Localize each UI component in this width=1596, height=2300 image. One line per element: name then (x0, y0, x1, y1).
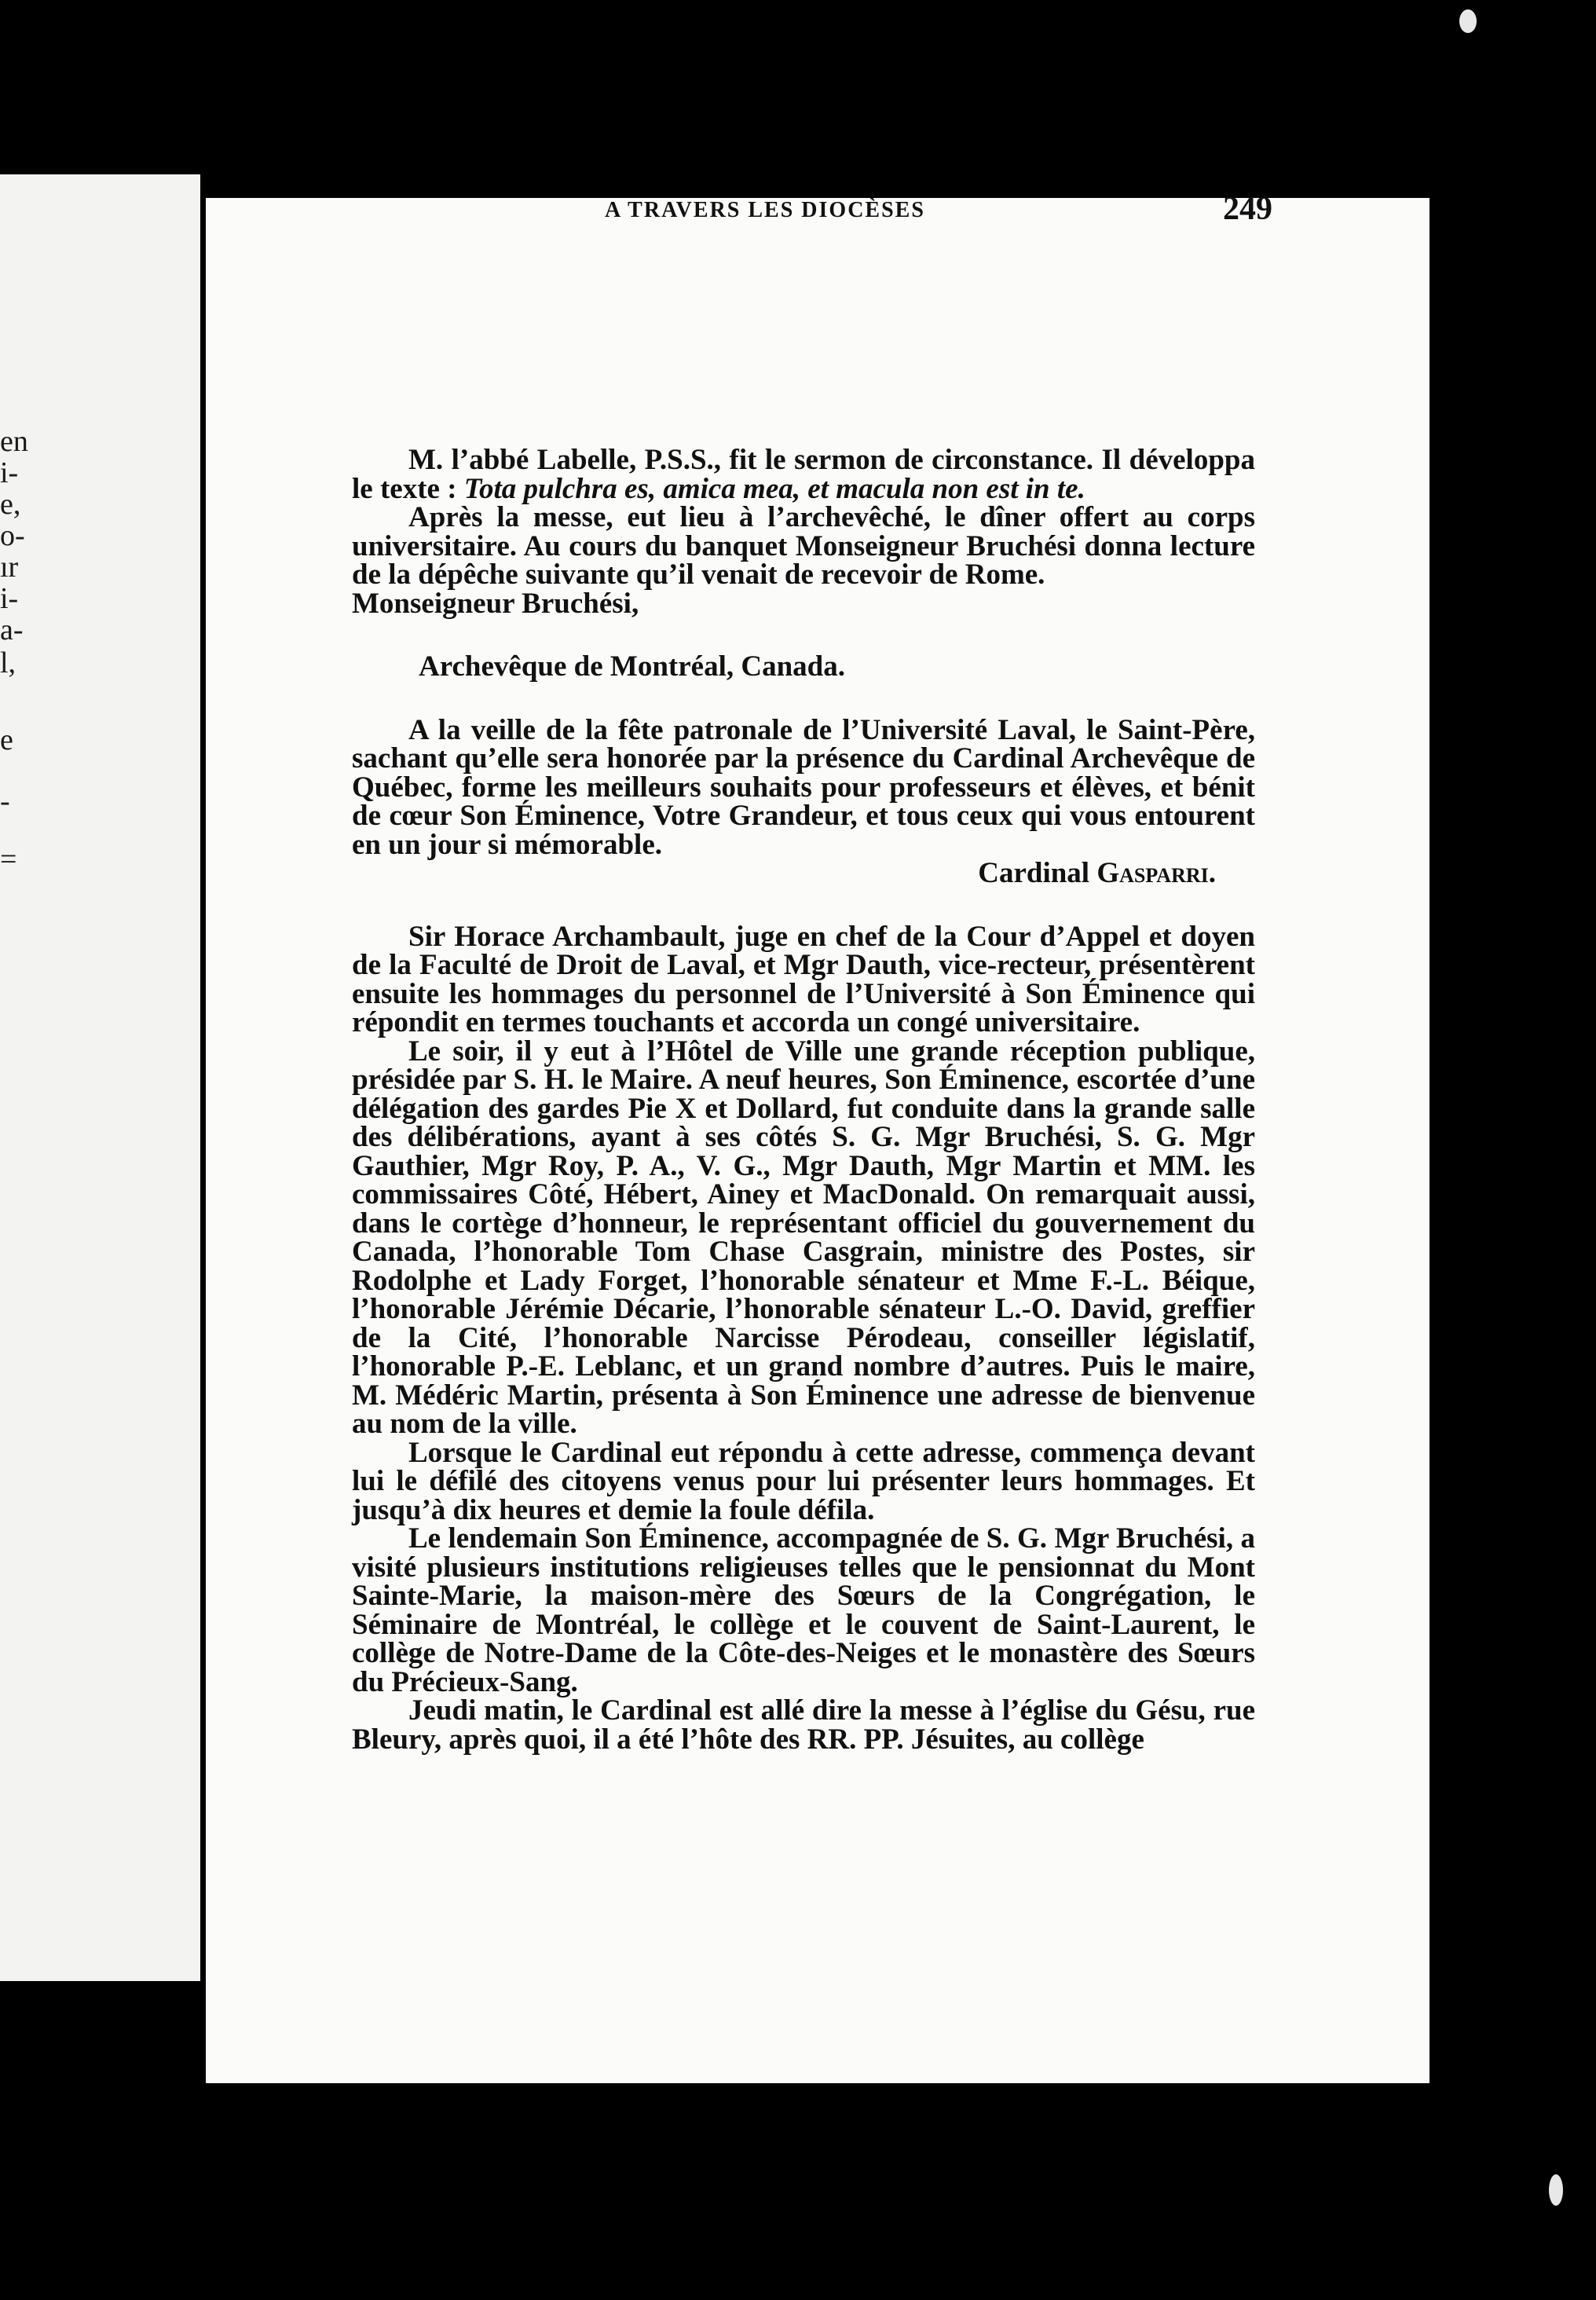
telegram-text: A la veille de la fête patronale de l’Université Laval, le Saint-Père, sachant qu’elle sera honorée par la présence du Cardinal Archevêque de Québec, forme les meilleurs souhaits pour professeurs et élèves, et bénit de cœur Son Éminence, Votre Grandeur, et tous ceux qui vous entourent en un jour si mémorable. (352, 713, 1255, 861)
telegram-signature (352, 859, 1255, 888)
paragraph: Lorsque le Cardinal eut répondu à cette adresse, commença devant lui le défilé des citoyens venus pour lui présenter leurs hommages. Et jusqu’à dix heures et demie la foule défila. (352, 1436, 1255, 1526)
paragraph (352, 446, 1255, 504)
margin-fragment: o- (0, 519, 25, 552)
paragraph: Le soir, il y eut à l’Hôtel de Ville une grande réception publique, présidée par S. H. le Maire. A neuf heures, Son Éminence, escortée d’une délégation des gardes Pie X et Dollard, fut conduite dans la grande salle des délibérations, ayant à ses côtés S. G. Mgr Bruchési, S. G. Mgr Gauthier, Mgr Roy, P. A., V. G., Mgr Dauth, Mgr Martin et MM. les commissaires Côté, Hébert, Ainey et MacDonald. On remarquait aussi, dans le cortège d’honneur, le représentant officiel du gouvernement du Canada, l’honorable Tom Chase Casgrain, ministre des Postes, sir Rodolphe et Lady Forget, l’honorable sénateur et Mme F.-L. Béique, l’honorable Jérémie Décarie, l’honorable sénateur L.-O. David, greffier de la Cité, l’honorable Narcisse Pérodeau, conseiller législatif, l’honorable P.-E. Leblanc, et un grand nombre d’autres. Puis le maire, M. Médéric Martin, présenta à Son Éminence une adresse de bienvenue au nom de la ville. (352, 1035, 1255, 1440)
running-head: A TRAVERS LES DIOCÈSES (605, 198, 925, 222)
paragraph-text: M. l’abbé Labelle, P.S.S., fit le sermon de circonstance. Il développa le texte : (352, 444, 1255, 505)
signature-title: Cardinal (978, 857, 1097, 889)
margin-fragment: l, (0, 646, 16, 679)
body-text (352, 446, 1255, 1754)
page-number: 249 (1223, 191, 1272, 227)
latin-quote: Tota pulchra es, amica mea, et macula non est in te. (463, 472, 1085, 505)
margin-fragment: - (0, 785, 10, 818)
margin-fragment: a- (0, 613, 24, 646)
scan-artifact (1549, 2174, 1563, 2206)
paragraph: Le lendemain Son Éminence, accompagnée de S. G. Mgr Bruchési, a visité plusieurs institutions religieuses telles que le pensionnat du Mont Sainte-Marie, la maison-mère des Sœurs de la Congrégation, le Séminaire de Montréal, le collège et le couvent de Saint-Laurent, le collège de Notre-Dame de la Côte-des-Neiges et le monastère des Sœurs du Précieux-Sang. (352, 1522, 1255, 1698)
telegram-address: Archevêque de Montréal, Canada. (419, 650, 845, 683)
margin-fragment: ır (0, 551, 19, 584)
page-header (357, 191, 1272, 245)
margin-fragment: e (0, 723, 13, 756)
margin-fragment: e, (0, 488, 21, 521)
paragraph: Sir Horace Archambault, juge en chef de la Cour d’Appel et doyen de la Faculté de Droit de Laval, et Mgr Dauth, vice-recteur, présentèrent ensuite les hommages du personnel de l’Université à Son Éminence qui répondit en termes touchants et accorda un congé universitaire. (352, 920, 1255, 1038)
paragraph: Après la messe, eut lieu à l’archevêché, le dîner offert au corps universitaire. Au cours du banquet Monseigneur Bruchési donna lecture de la dépêche suivante qu’il venait de recevoir de Rome. (352, 501, 1255, 591)
previous-page-edge (0, 174, 200, 1981)
paragraph: Jeudi matin, le Cardinal est allé dire la messe à l’église du Gésu, rue Bleury, après quoi, il a été l’hôte des RR. PP. Jésuites, au collège (352, 1694, 1255, 1756)
scan-artifact (1459, 9, 1477, 33)
margin-fragment: en (0, 425, 28, 458)
margin-fragment: = (0, 843, 17, 876)
telegram-salutation: Monseigneur Bruchési, (352, 587, 639, 620)
signature-name: Gasparri. (1096, 857, 1216, 889)
margin-fragment: i- (0, 582, 19, 615)
margin-fragment: i- (0, 456, 19, 489)
